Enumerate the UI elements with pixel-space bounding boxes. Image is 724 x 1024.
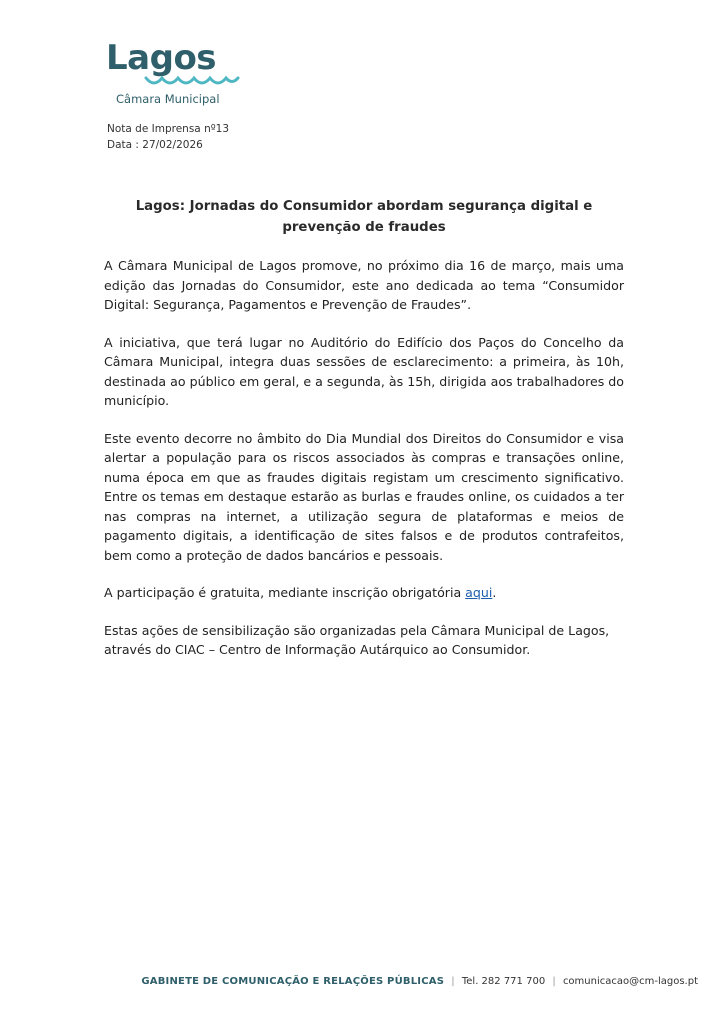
paragraph-5: Estas ações de sensibilização são organizadas pela Câmara Municipal de Lagos, através do CIAC – Centro de Informação Autárquico ao Consumidor. [104,622,610,657]
footer-organization: GABINETE DE COMUNICAÇÃO E RELAÇÕES PÚBLICAS [141,976,445,987]
logo-wordmark: Lagos [106,38,217,78]
paragraph-4 [104,583,624,603]
paragraph-3: Este evento decorre no âmbito do Dia Mundial dos Direitos do Consumidor e visa alertar a população para os riscos associados às compras e transações online, numa época em que as fraudes digitais registam um crescimento significativo. Entre os temas em destaque estarão as burlas e fraudes online, os cuidados a ter nas compras na internet, a utilização segura de plataformas e meios de pagamento digitais, a identificação de sites falsos e de produtos contrafeitos, bem como a proteção de dados bancários e pessoais. [104,430,624,563]
page-footer [141,976,698,987]
footer-separator-2: | [552,976,556,987]
paragraph-4-text: A participação é gratuita, mediante inscrição obrigatória [104,585,466,600]
footer-separator-1: | [451,976,455,987]
press-note-date: Data : 27/02/2026 [107,139,203,151]
press-headline: Lagos: Jornadas do Consumidor abordam segurança digital e prevenção de fraudes [135,199,593,235]
waves-icon [144,74,240,90]
logo-subtitle: Câmara Municipal [116,92,220,106]
paragraph-1: A Câmara Municipal de Lagos promove, no próximo dia 16 de março, mais uma edição das Jornadas do Consumidor, este ano dedicada ao tema “Consumidor Digital: Segurança, Pagamentos e Prevenção de Fraudes”. [104,258,624,312]
registration-link[interactable]: aqui [465,585,493,600]
footer-phone: Tel. 282 771 700 [461,976,546,987]
press-body [104,256,624,678]
press-note-number: Nota de Imprensa nº13 [107,123,230,135]
press-note-meta [107,121,229,153]
paragraph-4-end: . [492,585,497,600]
lagos-logo [106,38,246,110]
footer-email[interactable]: comunicacao@cm-lagos.pt [562,976,698,987]
paragraph-2: A iniciativa, que terá lugar no Auditório do Edifício dos Paços do Concelho da Câmara Municipal, integra duas sessões de esclarecimento: a primeira, às 10h, destinada ao público em geral, e a segunda, às 15h, dirigida aos trabalhadores do município. [104,334,624,408]
